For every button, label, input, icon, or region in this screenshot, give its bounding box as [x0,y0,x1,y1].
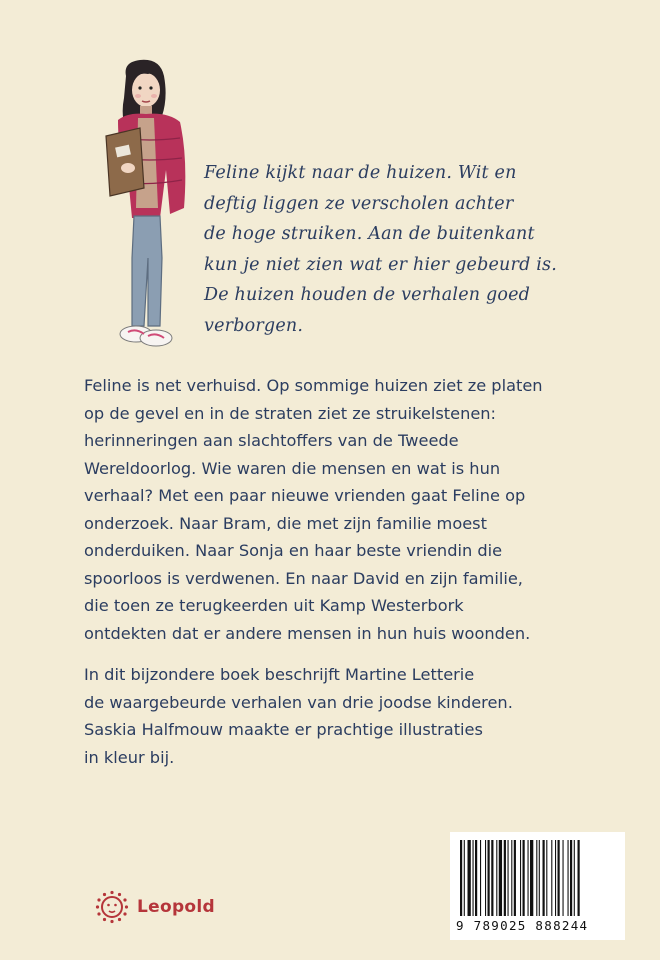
blurb-line: spoorloos is verdwenen. En naar David en zijn familie, [84,568,523,588]
barcode-bar [473,840,474,916]
barcode-bar [530,840,533,916]
barcode-bar [555,840,556,916]
blurb-line: in kleur bij. [84,747,175,767]
barcode-bar [539,840,540,916]
barcode-bar [504,840,506,916]
intro-line: verborgen. [204,315,304,336]
barcode-bar [570,840,572,916]
intro-line: Feline kijkt naar de huizen. Wit en [204,163,517,183]
barcode-bar [464,840,465,916]
barcode-bar [460,840,462,916]
barcode-bar [536,840,537,916]
barcode-bar [496,840,497,916]
barcode-bar [514,840,516,916]
lion-icon [95,890,129,924]
publisher-name: Leopold [137,897,215,917]
barcode-bar [499,840,502,916]
barcode-bars [460,840,615,916]
intro-line: de hoge struiken. Aan de buitenkant [204,224,535,244]
intro-quote [204,158,624,341]
barcode-bar [563,840,564,916]
blurb-line: verhaal? Met een paar nieuwe vrienden gaat Feline op [84,486,526,505]
isbn-barcode [450,832,625,940]
barcode-bar [568,840,569,916]
blurb-line: Feline is net verhuisd. Op sommige huizen ziet ze platen [84,376,543,395]
barcode-bar [551,840,552,916]
barcode-bar [578,840,580,916]
barcode-bar [558,840,560,916]
intro-line: deftig liggen ze verscholen achter [204,193,514,214]
blurb-line: onderduiken. Naar Sonja en haar beste vriendin die [84,541,503,560]
blurb-line: Wereldoorlog. Wie waren die mensen en wat is hun [84,458,501,478]
barcode-bar [485,840,486,916]
blurb-line: herinneringen aan slachtoffers van de Tweede [84,431,459,450]
blurb-paragraph-1 [84,372,604,647]
blurb-line: op de gevel en in de straten ziet ze struikelstenen: [84,403,496,423]
blurb-line: de waargebeurde verhalen van drie joodse kinderen. [84,692,513,712]
barcode-bar [523,840,525,916]
barcode-bar [488,840,490,916]
barcode-bar [574,840,575,916]
blurb-line: onderzoek. Naar Bram, die met zijn familie moest [84,513,487,533]
barcode-bar [491,840,493,916]
barcode-bar [508,840,509,916]
barcode-bar [520,840,521,916]
barcode-bar [475,840,477,916]
blurb-line: In dit bijzondere boek beschrijft Martine Letterie [84,665,475,684]
barcode-bar [468,840,471,916]
intro-line: kun je niet zien wat er hier gebeurd is. [204,254,557,275]
blurb [84,372,604,771]
publisher-logo [95,890,215,924]
barcode-bar [543,840,545,916]
blurb-line: die toen ze terugkeerden uit Kamp Westerbork [84,596,464,615]
blurb-line: ontdekten dat er andere mensen in hun huis woonden. [84,623,531,643]
girl-illustration [88,58,198,358]
blurb-line: Saskia Halfmouw maakte er prachtige illustraties [84,720,483,739]
barcode-bar [546,840,547,916]
isbn-number: 9 789025 888244 [456,918,589,933]
barcode-bar [528,840,529,916]
barcode-bar [480,840,481,916]
intro-line: De huizen houden de verhalen goed [204,285,531,305]
blurb-paragraph-2 [84,661,604,771]
barcode-bar [511,840,512,916]
